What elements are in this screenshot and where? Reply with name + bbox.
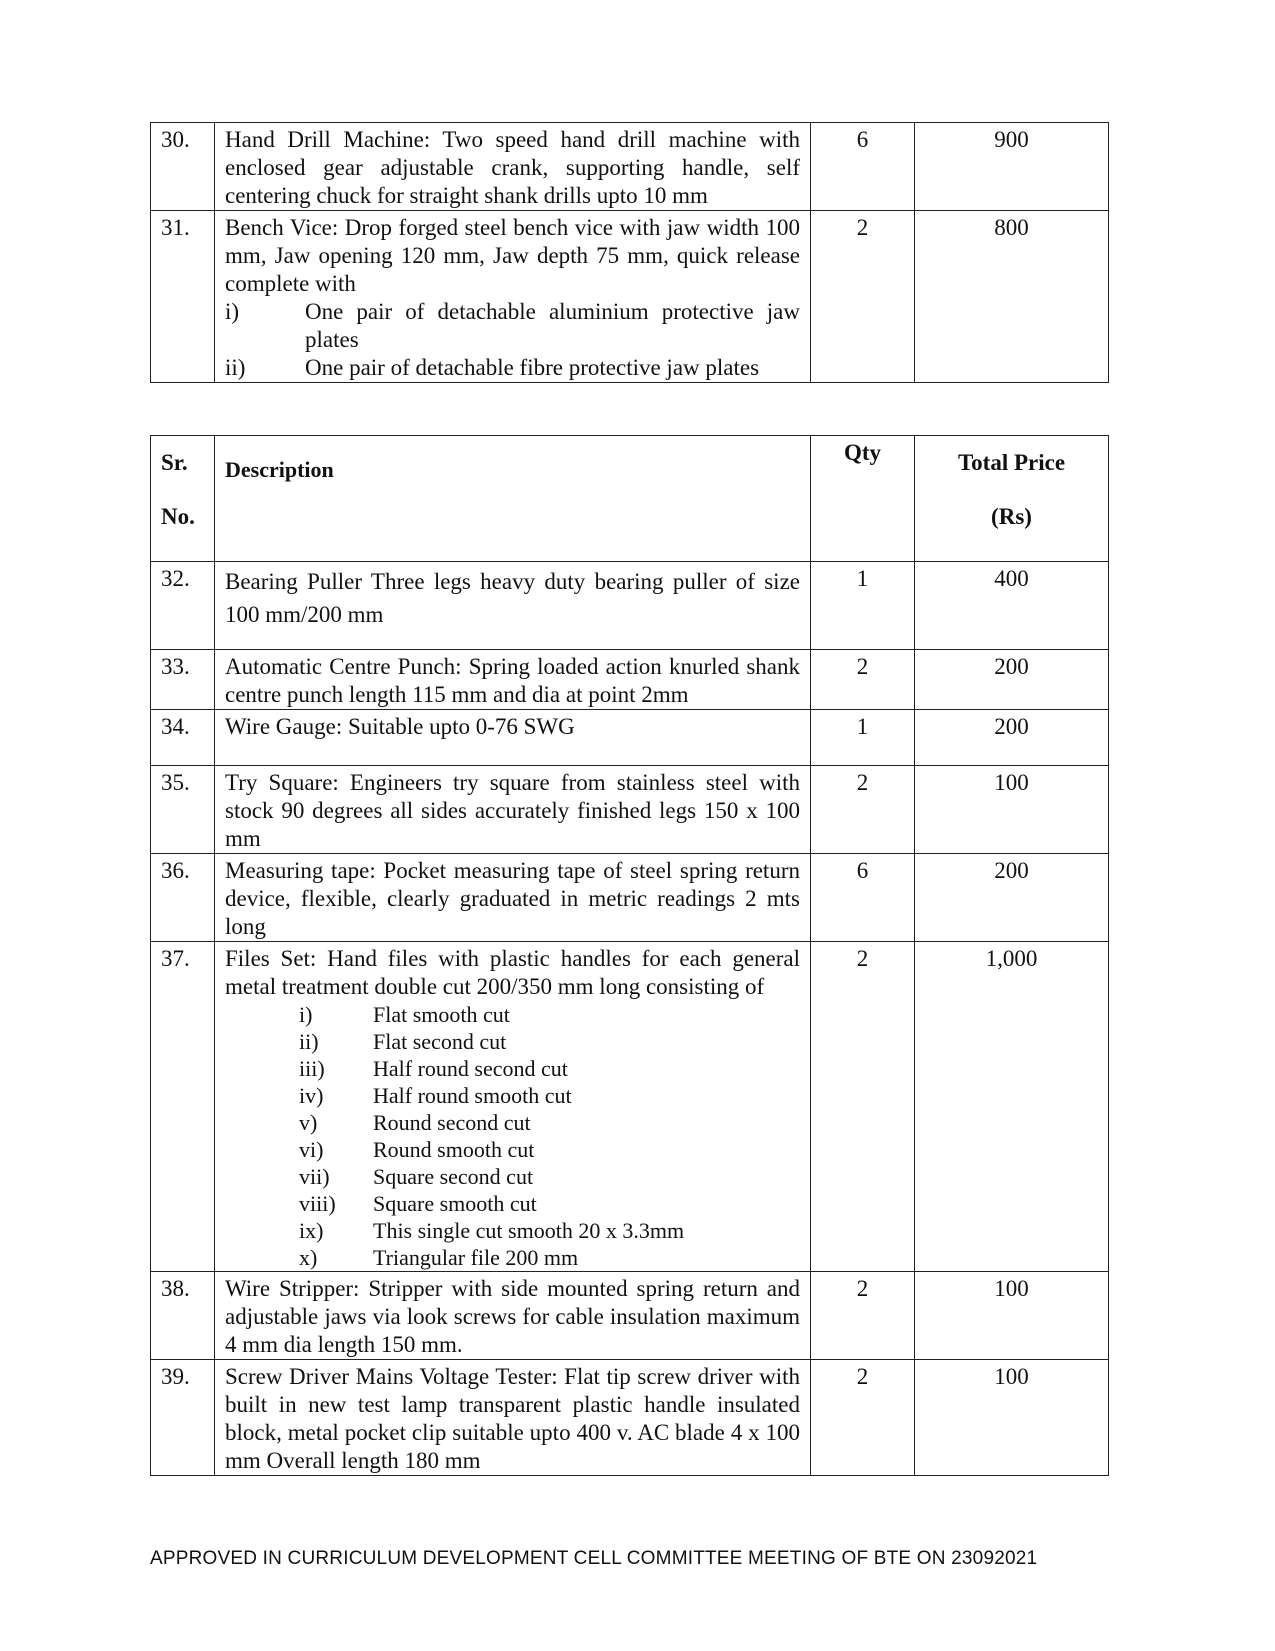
table-row bbox=[151, 710, 1109, 766]
table-row bbox=[151, 942, 1109, 1272]
sub-item-text: One pair of detachable aluminium protective jaw plates bbox=[305, 299, 800, 352]
table-row bbox=[151, 854, 1109, 942]
sub-item-text: Round smooth cut bbox=[373, 1137, 535, 1162]
header-price-line1: Total Price bbox=[957, 450, 1066, 475]
list-item bbox=[299, 1217, 800, 1244]
item-qty: 2 bbox=[811, 1272, 915, 1360]
sr-no: 35. bbox=[151, 766, 215, 854]
sr-no: 30. bbox=[151, 123, 215, 211]
sub-item-index: vii) bbox=[299, 1164, 330, 1189]
item-description: Hand Drill Machine: Two speed hand drill machine with enclosed gear adjustable crank, supporting handle, self centering chuck for straight shank drills upto 10 mm bbox=[215, 123, 811, 211]
sr-no: 32. bbox=[151, 562, 215, 650]
sub-item-index: ix) bbox=[299, 1218, 324, 1243]
header-description: Description bbox=[215, 436, 811, 562]
equipment-table-continued bbox=[150, 122, 1109, 383]
item-description-cell bbox=[215, 942, 811, 1272]
item-qty: 6 bbox=[811, 854, 915, 942]
header-sr-line1: Sr. bbox=[161, 450, 188, 475]
item-description: Bench Vice: Drop forged steel bench vice with jaw width 100 mm, Jaw opening 120 mm, Jaw depth 75 mm, quick release complete with bbox=[225, 215, 800, 296]
item-price: 800 bbox=[915, 211, 1109, 383]
list-item bbox=[299, 1028, 800, 1055]
sub-item-text: Flat smooth cut bbox=[373, 1002, 510, 1027]
sub-item-text: One pair of detachable fibre protective jaw plates bbox=[305, 355, 760, 380]
sub-item-index: ii) bbox=[225, 355, 246, 380]
sub-item-index: i) bbox=[225, 299, 240, 324]
sub-item-text: Square smooth cut bbox=[373, 1191, 537, 1216]
sub-item-text: Half round second cut bbox=[373, 1056, 568, 1081]
item-qty: 2 bbox=[811, 1360, 915, 1476]
sr-no: 37. bbox=[151, 942, 215, 1272]
sr-no: 38. bbox=[151, 1272, 215, 1360]
item-price: 100 bbox=[915, 766, 1109, 854]
header-total-price bbox=[915, 436, 1109, 562]
list-item bbox=[299, 1244, 800, 1271]
sub-item-text: Triangular file 200 mm bbox=[373, 1245, 579, 1270]
item-price: 400 bbox=[915, 562, 1109, 650]
sub-item-index: viii) bbox=[299, 1191, 336, 1216]
list-item bbox=[299, 1163, 800, 1190]
item-price: 200 bbox=[915, 854, 1109, 942]
sub-item-index: i) bbox=[299, 1002, 313, 1027]
item-description: Bearing Puller Three legs heavy duty bearing puller of size 100 mm/200 mm bbox=[225, 569, 800, 627]
header-price-line2: (Rs) bbox=[991, 504, 1032, 529]
list-item bbox=[299, 1082, 800, 1109]
sub-item-index: iv) bbox=[299, 1083, 324, 1108]
list-item bbox=[299, 1190, 800, 1217]
item-price: 100 bbox=[915, 1272, 1109, 1360]
item-description: Try Square: Engineers try square from stainless steel with stock 90 degrees all sides accurately finished legs 150 x 100 mm bbox=[215, 766, 811, 854]
sub-item-text: This single cut smooth 20 x 3.3mm bbox=[373, 1218, 685, 1243]
table-header-row bbox=[151, 436, 1109, 562]
item-description-cell bbox=[215, 562, 811, 650]
item-price: 200 bbox=[915, 650, 1109, 710]
sub-item-text: Round second cut bbox=[373, 1110, 531, 1135]
sr-no: 33. bbox=[151, 650, 215, 710]
item-price: 200 bbox=[915, 710, 1109, 766]
item-description-cell bbox=[215, 211, 811, 383]
item-description: Automatic Centre Punch: Spring loaded action knurled shank centre punch length 115 mm and dia at point 2mm bbox=[215, 650, 811, 710]
table-row bbox=[151, 1272, 1109, 1360]
item-description: Wire Gauge: Suitable upto 0-76 SWG bbox=[215, 710, 811, 766]
item-description: Screw Driver Mains Voltage Tester: Flat tip screw driver with built in new test lamp transparent plastic handle insulated block, metal pocket clip suitable upto 400 v. AC blade 4 x 100 mm Overall length 180 mm bbox=[215, 1360, 811, 1476]
table-row bbox=[151, 123, 1109, 211]
item-price: 900 bbox=[915, 123, 1109, 211]
item-qty: 1 bbox=[811, 562, 915, 650]
item-qty: 2 bbox=[811, 942, 915, 1272]
sub-item-list bbox=[299, 1001, 800, 1271]
list-item bbox=[299, 1001, 800, 1028]
list-item bbox=[225, 298, 800, 354]
table-row bbox=[151, 766, 1109, 854]
sub-item-list bbox=[225, 298, 800, 382]
list-item bbox=[299, 1109, 800, 1136]
list-item bbox=[299, 1055, 800, 1082]
item-description: Wire Stripper: Stripper with side mounted spring return and adjustable jaws via look screws for cable insulation maximum 4 mm dia length 150 mm. bbox=[215, 1272, 811, 1360]
sr-no: 36. bbox=[151, 854, 215, 942]
sr-no: 34. bbox=[151, 710, 215, 766]
table-row bbox=[151, 562, 1109, 650]
item-qty: 1 bbox=[811, 710, 915, 766]
page-footer: APPROVED IN CURRICULUM DEVELOPMENT CELL COMMITTEE MEETING OF BTE ON 23092021 bbox=[150, 1548, 1038, 1569]
sr-no: 39. bbox=[151, 1360, 215, 1476]
item-qty: 2 bbox=[811, 650, 915, 710]
sub-item-text: Half round smooth cut bbox=[373, 1083, 572, 1108]
item-qty: 2 bbox=[811, 766, 915, 854]
header-qty: Qty bbox=[811, 436, 915, 562]
list-item bbox=[299, 1136, 800, 1163]
sub-item-index: vi) bbox=[299, 1137, 324, 1162]
sub-item-index: iii) bbox=[299, 1056, 325, 1081]
table-row bbox=[151, 211, 1109, 383]
table-row bbox=[151, 1360, 1109, 1476]
header-sr-line2: No. bbox=[161, 504, 195, 529]
sub-item-text: Flat second cut bbox=[373, 1029, 507, 1054]
header-sr-no bbox=[151, 436, 215, 562]
sub-item-text: Square second cut bbox=[373, 1164, 534, 1189]
sub-item-index: v) bbox=[299, 1110, 318, 1135]
list-item bbox=[225, 354, 800, 382]
table-row bbox=[151, 650, 1109, 710]
sub-item-index: x) bbox=[299, 1245, 318, 1270]
sr-no: 31. bbox=[151, 211, 215, 383]
item-qty: 2 bbox=[811, 211, 915, 383]
sub-item-index: ii) bbox=[299, 1029, 319, 1054]
item-description: Files Set: Hand files with plastic handles for each general metal treatment double cut 200/350 mm long consisting of bbox=[225, 946, 800, 999]
item-description: Measuring tape: Pocket measuring tape of steel spring return device, flexible, clearly graduated in metric readings 2 mts long bbox=[215, 854, 811, 942]
equipment-table bbox=[150, 435, 1109, 1476]
item-qty: 6 bbox=[811, 123, 915, 211]
item-price: 100 bbox=[915, 1360, 1109, 1476]
item-price: 1,000 bbox=[915, 942, 1109, 1272]
